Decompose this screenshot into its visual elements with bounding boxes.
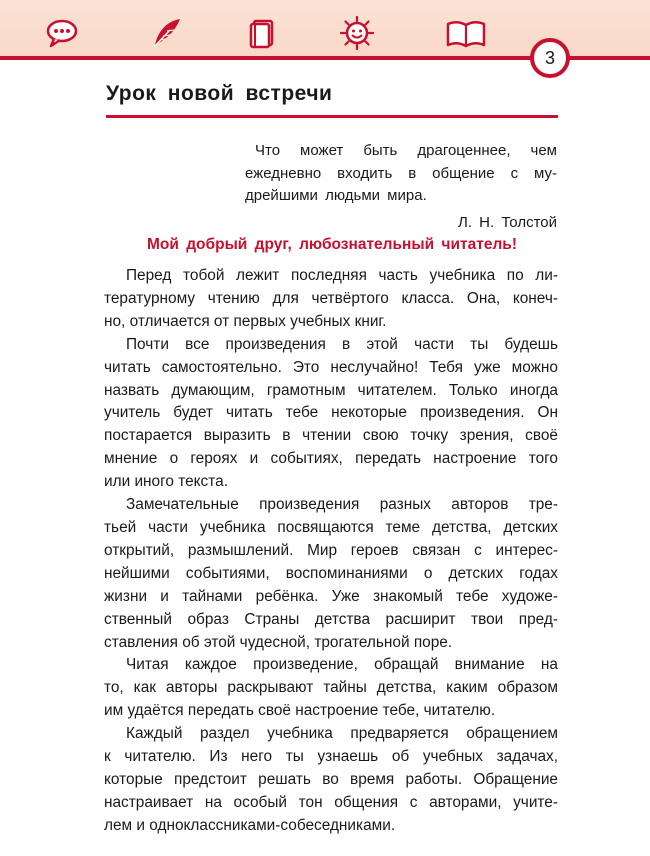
- speech-bubble-icon: [45, 16, 79, 50]
- epigraph-line: дрейшими людьми мира.: [245, 187, 427, 204]
- book-stack-icon: [246, 16, 280, 50]
- text-line: нейшими событиями, воспоминаниями о детских годах: [104, 564, 558, 582]
- text-line: тературному чтению для четвёртого класса. Она, конеч-: [104, 289, 558, 307]
- sun-icon: [340, 16, 374, 50]
- text-line: то, как авторы раскрывают тайны детства, каким образом: [104, 679, 558, 697]
- text-line: лем и одноклассниками-собеседниками.: [104, 816, 396, 834]
- paragraph: [104, 723, 558, 838]
- text-line: читать самостоятельно. Это неслучайно! Тебя уже можно: [104, 358, 558, 376]
- text-line: к читателю. Из него ты узнаешь об учебных задачах,: [104, 748, 558, 766]
- paragraph: [104, 654, 558, 723]
- text-line: настраивает на особый тон общения с авторами, учите-: [104, 793, 558, 811]
- text-line: ственный образ Страны детства расширит твои пред-: [104, 610, 558, 628]
- paragraph: [104, 265, 558, 334]
- text-line: учитель будет читать тебе некоторые произведения. Он: [104, 404, 558, 422]
- epigraph-line: ежедневно входить в общение с му-: [245, 164, 557, 182]
- text-line: Читая каждое произведение, обращай внимание на: [126, 656, 558, 674]
- paragraph: [104, 494, 558, 654]
- text-line: ставления об этой чудесной, трогательной поре.: [104, 633, 453, 651]
- reader-address-heading: Мой добрый друг, любознательный читатель!: [147, 236, 517, 253]
- paragraph: [104, 334, 558, 494]
- text-line: Перед тобой лежит последняя часть учебника по ли-: [126, 267, 558, 284]
- feather-icon: [150, 16, 184, 50]
- text-line: Замечательные произведения разных авторов тре-: [126, 496, 558, 514]
- text-line: мнение о героях и событиях, передать настроение того: [104, 450, 558, 468]
- text-line: тьей части учебника посвящаются теме детства, детских: [104, 518, 558, 536]
- text-line: постарается выразить в чтении свою точку зрения, своё: [104, 427, 558, 445]
- epigraph-author: Л. Н. Толстой: [457, 213, 557, 231]
- text-line: жизни и тайнами ребёнка. Уже знакомый тебе художе-: [104, 587, 558, 605]
- epigraph: [245, 140, 557, 234]
- text-line: которые предстоит решать во время работы. Обращение: [104, 770, 558, 788]
- lesson-title: Урок новой встречи: [106, 82, 333, 105]
- text-line: Каждый раздел учебника предваряется обращением: [126, 725, 558, 743]
- text-line: или иного текста.: [104, 473, 228, 491]
- text-line: Почти все произведения в этой части ты будешь: [126, 335, 558, 353]
- body-text: [104, 265, 558, 838]
- text-line: открытий, размышлений. Мир героев связан с интерес-: [104, 541, 558, 559]
- text-line: но, отличается от первых учебных книг.: [104, 312, 387, 330]
- open-book-icon: [446, 16, 486, 50]
- text-line: им удаётся передать своё настроение тебе, читателю.: [104, 702, 496, 720]
- text-line: назвать думающим, грамотным читателем. Только иногда: [104, 381, 558, 399]
- epigraph-line: Что может быть драгоценнее, чем: [255, 142, 557, 159]
- page-number-badge: 3: [530, 38, 570, 78]
- title-underline: [106, 115, 558, 118]
